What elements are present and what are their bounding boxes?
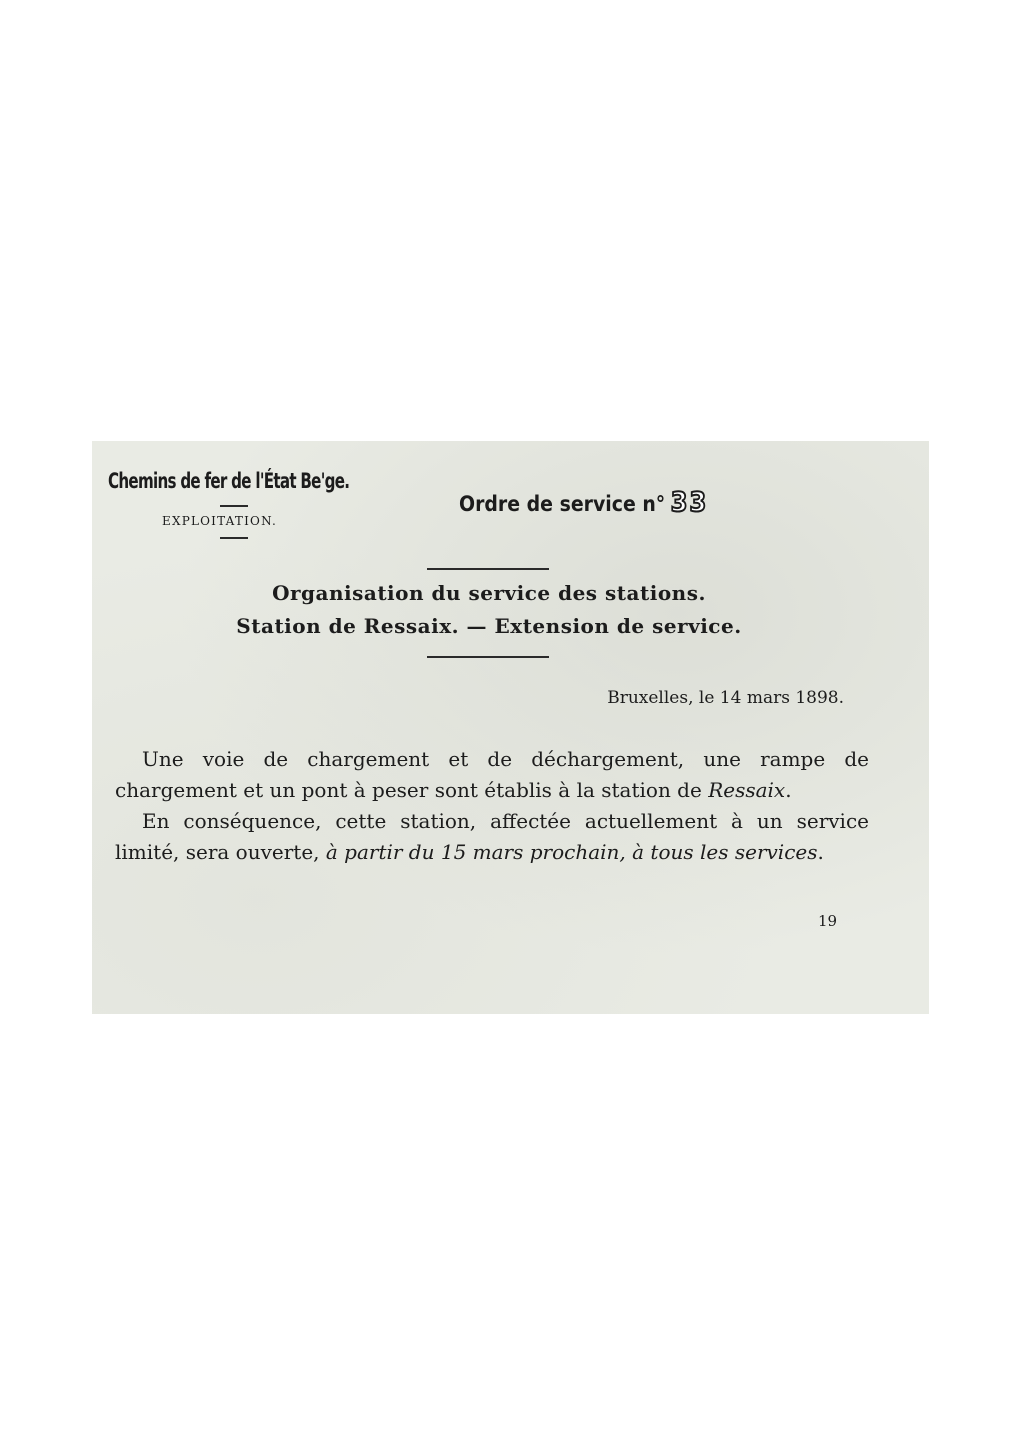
body-text: . [785,778,792,802]
title-rule-bottom [427,656,549,658]
body-text: Une voie de chargement et de déchargement, une rampe de chargement et un pont à peser sont établis à la station de [115,747,869,802]
body-text: . [817,840,824,864]
subject-line-2: Station de Ressaix. — Extension de service. [236,614,742,638]
issuer-name: Chemins de fer de l'État Be'ge. [108,469,350,493]
department-label: EXPLOITATION. [162,514,278,528]
dateline: Bruxelles, le 14 mars 1898. [607,688,844,708]
document-scan [92,441,929,1014]
order-body [115,744,869,868]
body-paragraph-1 [115,744,869,806]
emphasized-text: à partir du 15 mars prochain, à tous les services [325,840,818,864]
header-rule-top [220,505,248,507]
subject-line-1: Organisation du service des stations. [272,581,706,605]
order-label: Ordre de service n° [459,492,666,516]
body-text: En conséquence, cette station, affectée actuellement à un service limité, sera ouverte, [115,809,869,864]
body-paragraph-2 [115,806,869,868]
header-rule-bottom [220,537,248,539]
order-title [459,487,708,518]
title-rule-top [427,568,549,570]
page-number: 19 [818,912,838,930]
station-name: Ressaix [708,778,786,802]
order-number: 33 [670,487,709,518]
